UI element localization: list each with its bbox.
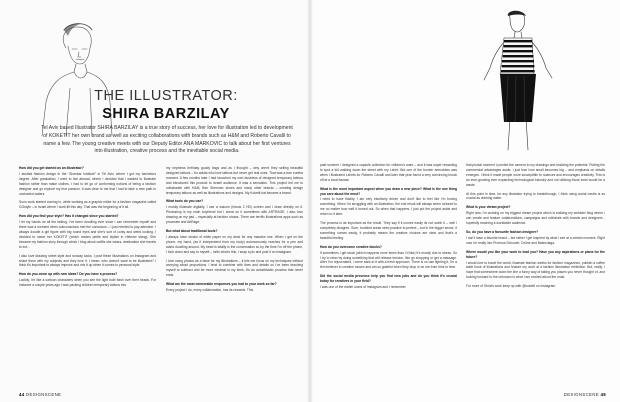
text-column-3 bbox=[320, 163, 457, 294]
left-page-footer bbox=[19, 392, 61, 397]
text-column-2 bbox=[166, 166, 303, 297]
interview-answer-paragraph: I always have stocks of white paper on my desk for any massive use. When I get on the phone, my hand, (as if independent from my body) autonomously reaches for a pen and starts doodling around. My head is totally in the conversation so by the time I'm off the phone, I look down and say to myself – hello what's this. I snap a pic and post it on instagram. bbox=[166, 234, 303, 254]
interview-question: What tools do you use? bbox=[166, 199, 204, 204]
magazine-name-left: DESIGNSCENE bbox=[26, 392, 62, 397]
interview-question: What is your dream project? bbox=[466, 205, 511, 210]
right-page bbox=[310, 0, 620, 402]
text-column-1 bbox=[19, 166, 156, 292]
interview-answer-paragraph: I love using photos as a base for my illustrations – it lets me focus on my techniques without worrying about proportions. I tend to combine with lines and details so I've been teaching myself to subtract and be more minimal in my lines, it's an autodidactic process that never ends. bbox=[166, 258, 303, 278]
interview-question: How did you find your style? Has it changed since you started? bbox=[19, 214, 119, 219]
interview-answer-paragraph: I mostly illustrate digitally. I use a wacom (intuos 2 HD) screen and I draw directly on it. Photoshop is my main boyfriend but I cheat on it sometimes with ARTRAGE. I also love drawing on my pad – especially at fashion shows. There are terrific illustrations apps such as procreate and ArtRage. bbox=[166, 205, 303, 225]
magazine-name-right: DESIGNSCENE bbox=[563, 392, 599, 397]
interview-answer-paragraph: The process is as important as the result. They say if it comes easily its not worth it – well I completely disagree. Sure, troubled areas need practice to perfect – but in the bigger sense, if something comes easily, it probably means the creative choices are clear and that's a beautiful feeling. bbox=[320, 221, 457, 240]
interview-answer-paragraph: Every project I do, every collaboration, has its rewards. This bbox=[166, 288, 254, 293]
interview-question: How did you get started as an illustrator? bbox=[19, 166, 84, 170]
interview-question: Where would you like your work to lead you? Have you any aspirations or plans for the future? bbox=[466, 249, 605, 259]
page-number-left: 44 bbox=[19, 392, 25, 397]
interview-answer-paragraph: I need to have fluidity. I am very intuitively driven and don't like to feel like I'm forcing something. When I'm struggling with an illustration, the end result will always seem tortured to me no matter how well it turned out. So when that happens, I just put the project aside and return to it later. bbox=[320, 197, 457, 217]
interview-answer-paragraph: I don't have a favorite brand – but rather I get inspired by what I see at a certain moment. Right now I'm really into Proenza Schouler, Celine and Balenciaga. bbox=[466, 235, 605, 245]
interview-answer-paragraph: I also love drawing street style and runway looks. I post these illustrations on Instagram and share them with my subjects and they love it. I mean, who doesn't want to be illustrated? I think it's important to always improve and mix it up when it comes to personal style. bbox=[19, 253, 156, 268]
text-column-4 bbox=[466, 163, 605, 293]
interview-question: How do you overcome creative blocks? bbox=[320, 244, 382, 249]
interview-answer-paragraph: I would love to travel the world, illustrate fashion weeks for fashion magazines, publish a coffee table book of illustrations and feature my work at a fashion illustration exhibition. But, really, I hope that somewhere down the line a funny way of taking you places you never thought of, and looking forward to the unknown is what I am excited about the most. bbox=[466, 260, 605, 280]
article-title-line-1: THE ILLUSTRATOR: bbox=[94, 88, 238, 104]
interview-answer-paragraph: that pivotal moment I pointed the camera to my drawings and realizing the potential. Putting the commercial advantages aside, I just love how small becomes big – and emphasis on details emerges. I think it made people more susceptible to nuances and encourages creativity. This is an ever-growing ever expanding technological industry and not utilizing those tools would be a waste. bbox=[466, 163, 605, 187]
interview-answer-paragraph: Luckily, I'm like a cartoon characters when you see the light bulb flash over their heads. For instance a couple years ago I was packing children temporary tattoos into bbox=[19, 278, 156, 288]
interview-answer-paragraph: Soon work started coming in, while working as a graphic editor for a fashion magazine called GOstyle – in Israel where I work till this day. That was the beginning of it all. bbox=[19, 200, 156, 210]
striped-dress-figure-illustration bbox=[470, 10, 565, 158]
interview-question: What are the most memorable responses you had to your work so far? bbox=[166, 282, 277, 287]
interview-question: Did the social media presence help you find new jobs and do you think it's crucial today for creatives in your field? bbox=[320, 274, 457, 284]
article-intro: Tel Aviv based Illustrator SHIRA BARZILAY is a true story of success, her love for illustration led to development of KOKETIT her own brand as well as exciting collaborations with brands such as H&M and Roberto Cavalli to name a few. The young creative meets with our Deputy Editor ANA MARKOVIC to talk about her first ventures into illustration, creative process and the inevitable social media. bbox=[41, 125, 293, 155]
right-page-footer bbox=[564, 392, 606, 397]
interview-answer-paragraph: I studied fashion design in the “Shenkar Institute” in Tel Aviv, where I got my bachelors degree. After graduation, I went to live abroad, where I decided that I wanted to illustrate fashion rather than make clothes. I had to let go of conforming notions of being a fashion designer and go explore my true passion. It was clear to me that I had to take a new path in uncharted waters. bbox=[19, 171, 156, 196]
page-gutter bbox=[307, 0, 313, 402]
interview-answer-paragraph: For more of Shira's work keep up with @koketit on Instagram. bbox=[466, 284, 557, 289]
interview-question: What is the most important aspect when you draw a new piece? What is the one thing you care about the most? bbox=[320, 186, 457, 196]
interview-answer-paragraph: past summer I designed a capsule collection for children's ware – and it was super rewarding to spot a kid walking down the street with my t-shirt. But one of the funnier anecdotes was when I illustrated t-shirts for Roberto Cavalli and later that year found a very convincing knock off at a local bazaar. bbox=[320, 163, 457, 182]
interview-question: So, do you have a favourite fashion designer? bbox=[466, 229, 539, 234]
interview-answer-paragraph: I let my hands do all the talking. I've been doodling ever since I can remember myself and there was a moment when subconscious met the conscious – I just needed to pay attention. I always doodle a girl figure with big round eyes and she's sort of corky and weird looking. I decided to name her KOKETIT (which means petite and stylish in Hebrew slang). She became my fashion story through which I blog about outfits she wears, destination she travels to ect… bbox=[19, 220, 156, 249]
interview-answer-paragraph: If sometimes I get stuck (which happens more times than I'd like) it's mostly due to stress. So I try to relax by doing something that will release tension, like go shopping or get a massage. After I've rejuvenated, I come back to it with a fresh approach. There is no use fighting it, I'm a firm believer in creative muses and am so grateful when they drop in on me from time to time. bbox=[320, 250, 457, 270]
interview-question: How do you come up with new ideas? Do you have a process? bbox=[19, 272, 118, 277]
interview-answer-paragraph: Right now, I'm working on my biggest dream project which is building my website/ blog where I can create and feature collaborations, campaigns and editorials with brands and designers - hopefully reaching a worldwide audience. bbox=[466, 211, 605, 226]
interview-answer-paragraph: At this point in time, for any illustrator trying to breakthrough, I think using social media is as crucial as drinking water. bbox=[466, 191, 605, 201]
interview-question: But what about traditional tools? bbox=[166, 228, 218, 233]
page-number-right: 45 bbox=[600, 392, 606, 397]
interview-answer-paragraph: I was one of the earlier users of Instagram and I remember bbox=[320, 285, 406, 290]
interview-answer-paragraph: my nephews birthday goody bags and as I thought – why aren't they selling beautiful designed tattoos – for adults who love tattoos but never get real ones. That was a true eureka moment. A few months later I had launched my own business of designed temporary tattoos and introduced this product to Israeli audience. It was a sensation. This project led me to collaborate with H&M, Ben Sherman stores and many other brands – creating design temporary tattoos as well as illustrations and designs. My Koketit hat became a brand. bbox=[166, 166, 303, 195]
article-title-line-2: SHIRA BARZILAY bbox=[102, 106, 230, 122]
